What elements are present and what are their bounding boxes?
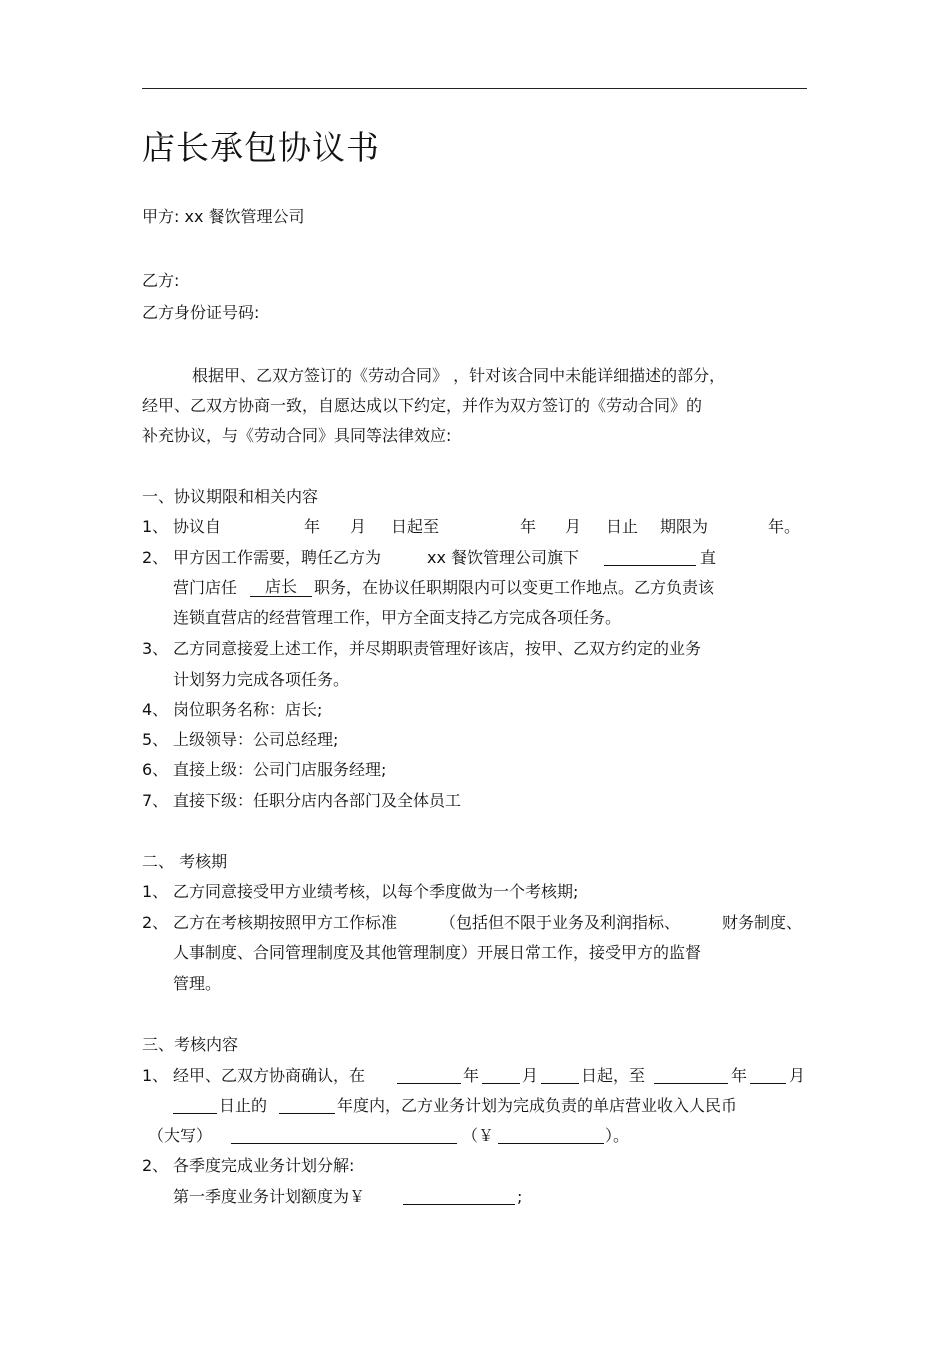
item-number: 2、: [142, 913, 169, 932]
company-text: xx 餐饮管理公司旗下: [427, 548, 580, 567]
capital-label: （大写）: [148, 1126, 213, 1145]
appointment-text: 甲方因工作需要，聘任乙方为: [173, 548, 382, 567]
term-end-year-label: 年: [520, 517, 537, 536]
amount-number-blank: [498, 1128, 604, 1144]
section-2-heading: 二、 考核期: [142, 852, 228, 871]
confirm-text: 经甲、乙双方协商确认，在: [173, 1066, 366, 1085]
item-text: 岗位职务名称：店长;: [173, 700, 323, 719]
item-text: 上级领导：公司总经理;: [173, 730, 339, 749]
start-year-label: 年: [463, 1066, 480, 1085]
q1-end: ;: [517, 1187, 523, 1206]
term-length-label: 期限为: [660, 517, 709, 536]
start-month-label: 月: [522, 1066, 539, 1085]
start-day-label: 日起，至: [581, 1066, 646, 1085]
party-b-line: 乙方:: [142, 271, 180, 290]
section-1-heading: 一、协议期限和相关内容: [142, 487, 319, 506]
end-day-label: 日止的: [219, 1096, 268, 1115]
item-text: 乙方在考核期按照甲方工作标准: [173, 913, 398, 932]
item-text-line2: 人事制度、合同管理制度及其他管理制度）开展日常工作，接受甲方的监督: [173, 943, 702, 962]
store-blank: [604, 550, 696, 566]
term-start-label: 协议自: [173, 517, 222, 536]
revenue-text: 年度内，乙方业务计划为完成负责的单店营业收入人民币: [337, 1096, 738, 1115]
start-year-blank: [397, 1068, 461, 1084]
term-end-month-label: 月: [565, 517, 582, 536]
item-number: 4、: [142, 700, 169, 719]
position-label: 营门店任: [173, 578, 238, 597]
item-number: 5、: [142, 730, 169, 749]
end-year-label: 年: [731, 1066, 748, 1085]
item-number: 2、: [142, 1156, 169, 1175]
q1-label: 第一季度业务计划额度为￥: [173, 1187, 366, 1206]
item-number: 1、: [142, 882, 169, 901]
term-years-label: 年。: [768, 517, 801, 536]
intro-line-2: 经甲、乙双方协商一致，自愿达成以下约定，并作为双方签订的《劳动合同》的: [142, 396, 703, 415]
end-year-blank: [654, 1068, 728, 1084]
intro-line-3: 补充协议，与《劳动合同》具同等法律效应:: [142, 426, 452, 445]
item-text-line3: 管理。: [173, 974, 222, 993]
intro-line-1: 根据甲、乙双方签订的《劳动合同》 ，针对该合同中未能详细描述的部分，: [192, 366, 726, 385]
term-year-label: 年: [304, 517, 321, 536]
item-text-cont: 计划努力完成各项任务。: [173, 670, 350, 689]
store-type-text: 直: [700, 548, 717, 567]
q1-amount-blank: [403, 1189, 515, 1205]
item-number: 3、: [142, 639, 169, 658]
item-number: 1、: [142, 517, 169, 536]
item-text: 各季度完成业务计划分解:: [173, 1156, 355, 1175]
item-number: 7、: [142, 791, 169, 810]
term-end-day-label: 日止: [606, 517, 639, 536]
party-a-line: 甲方: xx 餐饮管理公司: [142, 207, 305, 226]
item-text: 乙方同意接受甲方业绩考核，以每个季度做为一个考核期;: [173, 882, 579, 901]
end-month-label: 月: [789, 1066, 806, 1085]
term-month-label: 月: [350, 517, 367, 536]
item-text: 直接上级：公司门店服务经理;: [173, 760, 387, 779]
position-fill: 店长: [250, 578, 312, 597]
amount-close: ）。: [605, 1126, 630, 1145]
year-blank: [279, 1098, 335, 1114]
start-day-blank: [541, 1068, 579, 1084]
management-text: 连锁直营店的经营管理工作，甲方全面支持乙方完成各项任务。: [173, 608, 622, 627]
item-text: 直接下级：任职分店内各部门及全体员工: [173, 791, 462, 810]
end-month-blank: [750, 1068, 786, 1084]
start-month-blank: [482, 1068, 520, 1084]
position-duty-text: 职务，在协议任职期限内可以变更工作地点。乙方负责该: [314, 578, 715, 597]
item-number: 1、: [142, 1066, 169, 1085]
item-text: 乙方同意接爱上述工作，并尽期职责管理好该店，按甲、乙双方约定的业务: [173, 639, 702, 658]
amount-yen-label: （￥: [462, 1126, 495, 1145]
item-text-finance: 财务制度、: [722, 913, 803, 932]
amount-capital-blank: [231, 1128, 457, 1144]
term-day-label: 日起至: [391, 517, 440, 536]
item-text-paren: （包括但不限于业务及利润指标、: [440, 913, 681, 932]
item-number: 2、: [142, 548, 169, 567]
document-title: 店长承包协议书: [142, 128, 380, 167]
item-number: 6、: [142, 760, 169, 779]
section-3-heading: 三、考核内容: [142, 1035, 239, 1054]
party-b-id-line: 乙方身份证号码:: [142, 303, 260, 322]
end-day-blank: [173, 1098, 217, 1114]
header-rule: [142, 88, 807, 89]
